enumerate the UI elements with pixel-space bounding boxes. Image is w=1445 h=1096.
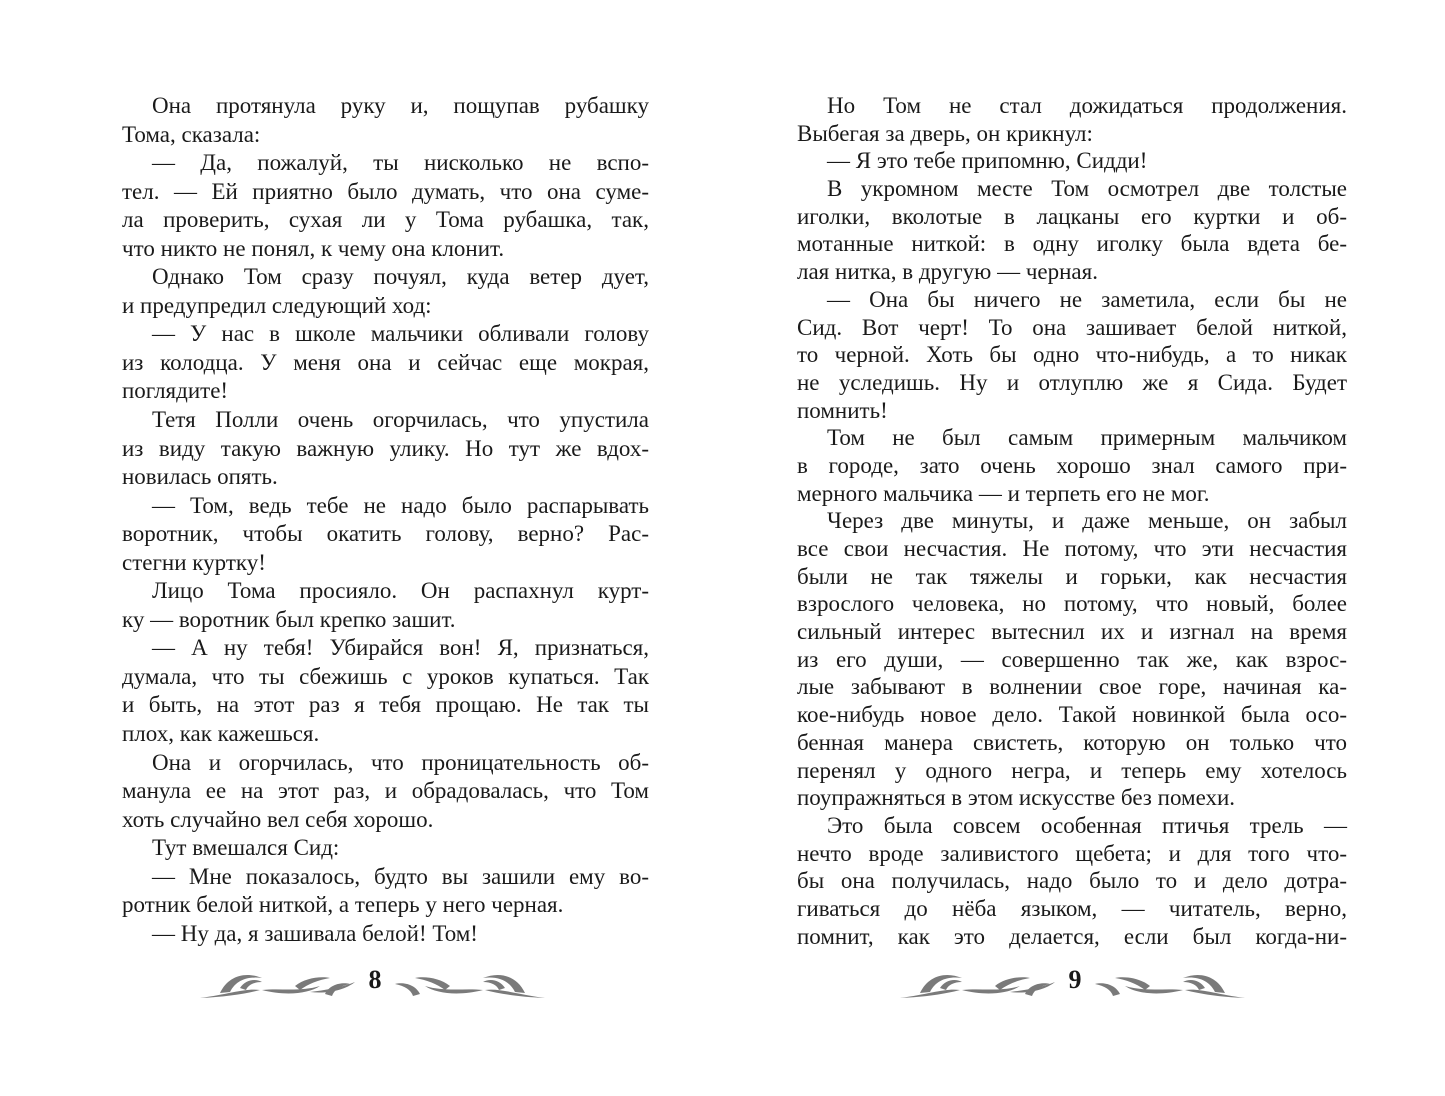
text-line: — Она бы ничего не заметила, если бы не [827,286,1347,312]
text-line: поглядите! [122,378,229,404]
text-line: взрослого человека, но потому, что новый, более [797,591,1347,617]
text-line: плох, как кажешься. [122,721,320,747]
text-line: Однако Том сразу почуял, куда ветер дует, [152,264,649,290]
text-line: нечто вроде заливистого щебета; и для того что- [797,840,1347,866]
left-ornament-icon [900,966,1055,1002]
text-line: гиваться до нёба языком, — читатель, верно, [797,895,1347,921]
text-line: думала, что ты сбежишь с уроков купаться. Так [122,663,649,689]
text-line: сильный интерес вытеснил их и изгнал на время [797,619,1347,645]
text-line: и предупредил следующий ход: [122,292,432,318]
text-line: бы она получилась, надо было то и дело дотра- [797,868,1347,894]
text-line: новилась опять. [122,464,278,490]
text-line: ротник белой ниткой, а теперь у него черная. [122,892,564,918]
text-line: — Ну да, я зашивала белой! Том! [152,920,478,946]
text-line: тел. — Ей приятно было думать, что она суме- [122,178,649,204]
text-line: Сид. Вот черт! То она зашивает белой ниткой, [797,314,1347,340]
text-line: хоть случайно вел себя хорошо. [122,806,434,832]
text-line: — Том, ведь тебе не надо было распарывать [152,492,649,518]
page-footer [900,960,1245,1006]
text-line: бенная манера свистеть, которую он только что [797,729,1347,755]
text-line: кое-нибудь новое дело. Такой новинкой была осо- [797,702,1347,728]
text-line: Тетя Полли очень огорчилась, что упустила [152,407,649,433]
text-line: в городе, зато очень хорошо знал самого при- [797,452,1347,478]
text-line: Выбегая за дверь, он крикнул: [797,120,1093,146]
text-line: — Да, пожалуй, ты нисколько не вспо- [152,150,649,176]
text-line: Тома, сказала: [122,121,261,147]
text-line: из его души, — совершенно так же, как взрос- [797,646,1347,672]
text-line: воротник, чтобы окатить голову, верно? Рас- [122,521,649,547]
text-line: все свои несчастия. Не потому, что эти несчастия [797,536,1347,561]
page-right [722,0,1445,1096]
text-line: то черной. Хоть бы одно что-нибудь, а то никак [797,342,1347,368]
text-line: ку — воротник был крепко зашит. [122,606,456,632]
page-text [122,92,649,948]
text-line: лая нитка, в другую — черная. [797,259,1098,285]
text-line: что никто не понял, к чему она клонит. [122,235,505,261]
right-ornament-icon [395,966,545,1002]
text-line: Она протянула руку и, пощупав рубашку [152,93,649,118]
text-line: лые забывают в волнении свое горе, начиная ка- [797,674,1347,700]
text-line: стегни куртку! [122,549,266,575]
text-line: — А ну тебя! Убирайся вон! Я, признаться, [152,635,649,661]
text-line: мерного мальчика — и терпеть его не мог. [797,480,1210,506]
text-line: не уследишь. Ну и отлуплю же я Сида. Будет [797,369,1347,395]
left-ornament-icon [200,966,355,1002]
text-line: помнит, как это делается, если был когда-ни- [797,923,1347,949]
text-line: — Мне показалось, будто вы зашили ему во- [152,863,649,889]
text-line: Это была совсем особенная птичья трель — [827,812,1347,838]
page-footer [200,960,545,1006]
page-number: 8 [368,965,382,994]
text-line: мотанные ниткой: в одну иголку была вдета бе- [797,231,1347,257]
text-line: В укромном месте Том осмотрел две толстые [827,176,1347,202]
page-text [797,92,1347,950]
text-line: поупражняться в этом искусстве без помехи. [797,785,1236,811]
text-line: ла проверить, сухая ли у Тома рубашка, так, [122,207,649,233]
text-line: иголки, вколотые в лацканы его куртки и об- [797,203,1347,229]
text-line: Тут вмешался Сид: [152,835,340,861]
text-line: Но Том не стал дожидаться продолжения. [827,93,1347,118]
text-line: — У нас в школе мальчики обливали голову [152,321,649,347]
right-ornament-icon [1095,966,1245,1002]
text-line: Она и огорчилась, что проницательность об- [152,749,649,775]
text-line: помнить! [797,397,888,423]
page-number: 9 [1068,965,1082,994]
text-line: Том не был самым примерным мальчиком [827,425,1347,451]
text-line: Через две минуты, и даже меньше, он забыл [827,508,1347,534]
text-line: из виду такую важную улику. Но тут же вдох- [122,435,649,461]
text-line: Лицо Тома просияло. Он распахнул курт- [152,578,649,604]
page-left [0,0,722,1096]
text-line: перенял у одного негра, и теперь ему хотелось [797,757,1347,783]
text-line: были не так тяжелы и горьки, как несчастия [797,563,1347,589]
text-line: — Я это тебе припомню, Сидди! [827,148,1148,174]
text-line: из колодца. У меня она и сейчас еще мокрая, [122,349,649,375]
text-line: манула ее на этот раз, и обрадовалась, что Том [122,778,649,804]
text-line: и быть, на этот раз я тебя прощаю. Не так ты [122,692,649,718]
